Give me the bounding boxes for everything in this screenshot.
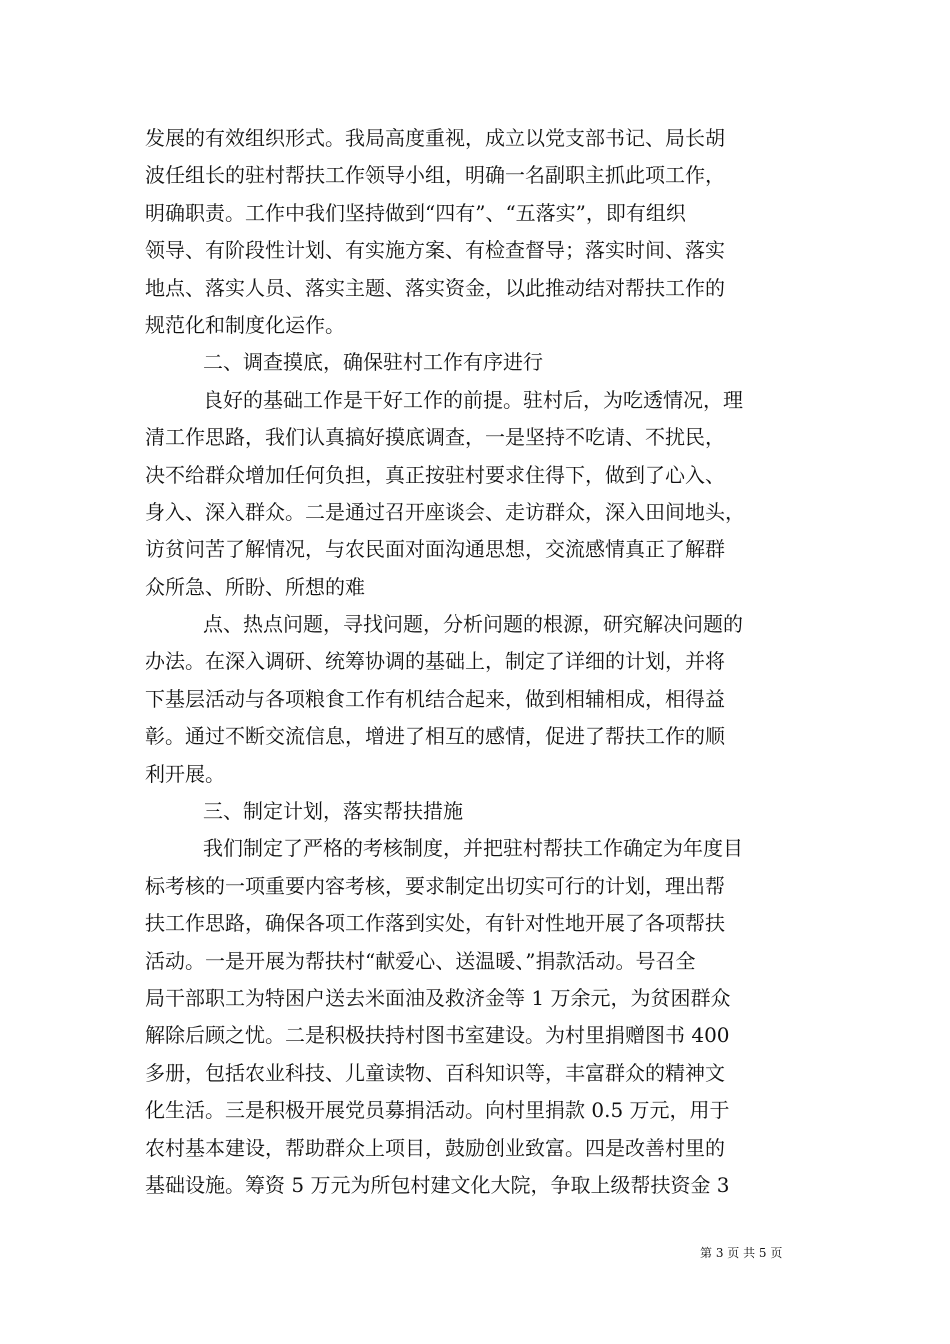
text-line: 波任组长的驻村帮扶工作领导小组，明确一名副职主抓此项工作， [145,163,725,188]
text-line: 清工作思路，我们认真搞好摸底调查，一是坚持不吃请、不扰民， [145,425,725,450]
text-line: 地点、落实人员、落实主题、落实资金，以此推动结对帮扶工作的 [145,275,725,300]
text-line: 多册，包括农业科技、儿童读物、百科知识等，丰富群众的精神文 [145,1060,725,1085]
text-line: 点、热点问题，寻找问题，分析问题的根源，研究解决问题的 [203,612,743,637]
text-line: 农村基本建设，帮助群众上项目，鼓励创业致富。四是改善村里的 [145,1135,725,1160]
text-line: 三、制定计划，落实帮扶措施 [203,799,463,824]
text-line: 办法。在深入调研、统筹协调的基础上，制定了详细的计划，并将 [145,649,725,674]
page-number-footer: 第 3 页 共 5 页 [700,1246,783,1260]
text-line: 访贫问苦了解情况，与农民面对面沟通思想，交流感情真正了解群 [145,537,725,562]
text-line: 良好的基础工作是干好工作的前提。驻村后，为吃透情况，理 [203,387,743,412]
text-line: 身入、深入群众。二是通过召开座谈会、走访群众，深入田间地头， [145,499,745,524]
text-line: 我们制定了严格的考核制度，并把驻村帮扶工作确定为年度目 [203,836,743,861]
document-body [145,120,815,1204]
text-line: 局干部职工为特困户送去米面油及救济金等 1 万余元，为贫困群众 [145,985,731,1010]
text-line: 标考核的一项重要内容考核，要求制定出切实可行的计划，理出帮 [145,873,725,898]
text-line: 扶工作思路，确保各项工作落到实处，有针对性地开展了各项帮扶 [145,911,725,936]
text-line: 活动。一是开展为帮扶村“献爱心、送温暖、”捐款活动。号召全 [145,948,696,973]
text-line: 下基层活动与各项粮食工作有机结合起来，做到相辅相成，相得益 [145,686,725,711]
text-line: 解除后顾之忧。二是积极扶持村图书室建设。为村里捐赠图书 400 [145,1023,730,1048]
text-line: 众所急、所盼、所想的难 [145,574,365,599]
text-line: 发展的有效组织形式。我局高度重视，成立以党支部书记、局长胡 [145,126,725,150]
text-line: 基础设施。筹资 5 万元为所包村建文化大院，争取上级帮扶资金 3 [145,1172,730,1197]
text-line: 决不给群众增加任何负担，真正按驻村要求住得下，做到了心入、 [145,462,725,487]
text-line: 明确职责。工作中我们坚持做到“四有”、“五落实”，即有组织 [145,200,686,225]
text-line: 二、调查摸底，确保驻村工作有序进行 [203,350,543,375]
text-line: 领导、有阶段性计划、有实施方案、有检查督导；落实时间、落实 [145,238,725,263]
text-line: 规范化和制度化运作。 [145,312,345,337]
text-line: 化生活。三是积极开展党员募捐活动。向村里捐款 0.5 万元，用于 [145,1098,730,1123]
text-line: 利开展。 [145,761,225,786]
text-line: 彰。通过不断交流信息，增进了相互的感情，促进了帮扶工作的顺 [145,724,725,749]
